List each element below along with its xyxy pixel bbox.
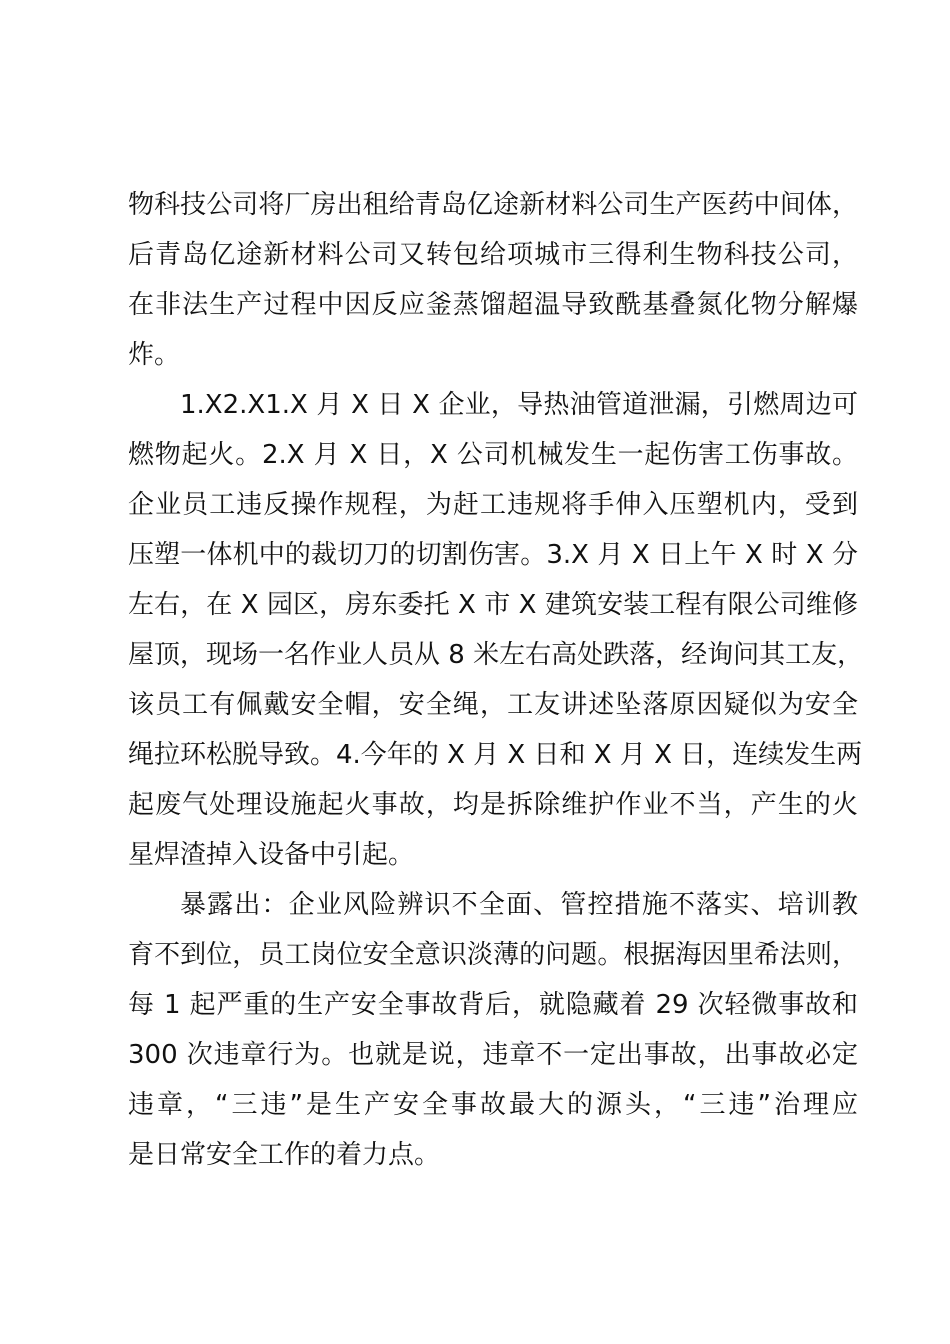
text-line: 燃物起火。2.X 月 X 日，X 公司机械发生一起伤害工伤事故。 (128, 440, 858, 470)
text-line: 每 1 起严重的生产安全事故背后，就隐藏着 29 次轻微事故和 (128, 990, 858, 1020)
text-line: 屋顶，现场一名作业人员从 8 米左右高处跌落，经询问其工友， (128, 640, 864, 670)
text-line: 炸。 (128, 340, 181, 370)
text-line: 企业员工违反操作规程，为赶工违规将手伸入压塑机内，受到 (128, 490, 858, 520)
text-line: 起废气处理设施起火事故，均是拆除维护作业不当，产生的火 (128, 790, 858, 820)
text-line: 左右，在 X 园区，房东委托 X 市 X 建筑安装工程有限公司维修 (128, 590, 858, 620)
document-body (128, 180, 864, 1180)
text-line: 300 次违章行为。也就是说，违章不一定出事故，出事故必定 (128, 1040, 858, 1070)
text-line: 育不到位，员工岗位安全意识淡薄的问题。根据海因里希法则， (128, 940, 858, 970)
text-line: 暴露出：企业风险辨识不全面、管控措施不落实、培训教 (180, 890, 858, 920)
text-line: 1.X2.X1.X 月 X 日 X 企业，导热油管道泄漏，引燃周边可 (180, 390, 858, 420)
text-line: 在非法生产过程中因反应釜蒸馏超温导致酰基叠氮化物分解爆 (128, 290, 858, 320)
text-line: 该员工有佩戴安全帽，安全绳，工友讲述坠落原因疑似为安全 (128, 690, 858, 720)
text-line: 绳拉环松脱导致。4.今年的 X 月 X 日和 X 月 X 日，连续发生两 (128, 740, 863, 770)
text-line: 星焊渣掉入设备中引起。 (128, 840, 415, 870)
text-line: 是日常安全工作的着力点。 (128, 1140, 441, 1170)
paragraph-1 (128, 180, 858, 380)
paragraph-3 (128, 880, 858, 1180)
text-line: 物科技公司将厂房出租给青岛亿途新材料公司生产医药中间体， (128, 190, 858, 220)
text-line: 压塑一体机中的裁切刀的切割伤害。3.X 月 X 日上午 X 时 X 分 (128, 540, 858, 570)
paragraph-2 (128, 380, 864, 880)
text-line: 违章，“三违”是生产安全事故最大的源头，“三违”治理应 (128, 1090, 858, 1120)
text-line: 后青岛亿途新材料公司又转包给项城市三得利生物科技公司， (128, 240, 858, 270)
